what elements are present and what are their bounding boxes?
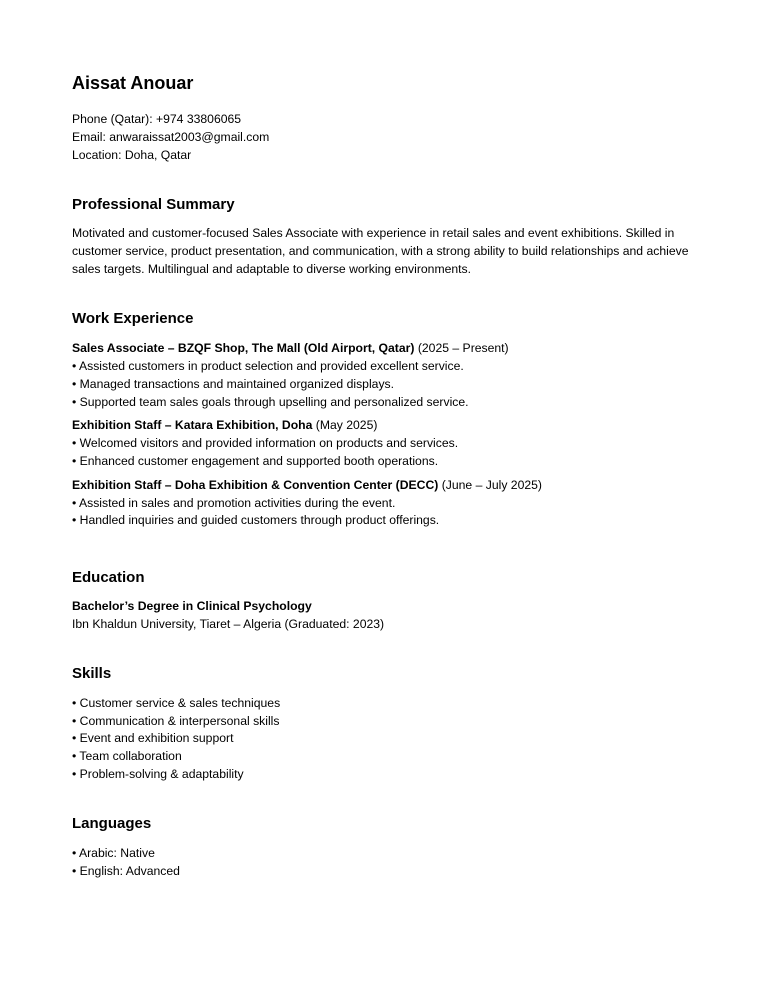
job-bullet: • Managed transactions and maintained organized displays. [72, 376, 395, 391]
contact-email: Email: anwaraissat2003@gmail.com [72, 129, 270, 144]
job-bullet: • Assisted in sales and promotion activities during the event. [72, 495, 396, 510]
summary-section [72, 195, 702, 278]
resume-page [72, 71, 702, 880]
job-title: Exhibition Staff – Doha Exhibition & Convention Center (DECC) [72, 477, 439, 492]
contact-phone: Phone (Qatar): +974 33806065 [72, 112, 242, 126]
list-item: • Customer service & sales techniques [72, 695, 281, 710]
job-entry [72, 340, 702, 411]
list-item: • Team collaboration [72, 749, 182, 764]
summary-title: Professional Summary [72, 196, 235, 214]
job-bullet: • Handled inquiries and guided customers through product offerings. [72, 513, 440, 528]
job-bullet: • Enhanced customer engagement and supported booth operations. [72, 453, 439, 468]
job-heading-line [72, 417, 702, 435]
job-period: (June – July 2025) [438, 477, 542, 492]
list-item: • Event and exhibition support [72, 731, 234, 746]
job-bullet: • Welcomed visitors and provided information on products and services. [72, 436, 459, 451]
contact-location: Location: Doha, Qatar [72, 147, 192, 162]
education-entry [72, 598, 702, 634]
job-heading-line [72, 340, 702, 358]
job-title: Sales Associate – BZQF Shop, The Mall (Old Airport, Qatar) [72, 341, 415, 356]
job-heading-line [72, 477, 702, 495]
summary-text: Motivated and customer-focused Sales Associate with experience in retail sales and event exhibitions. Skilled in customer service, product presentation, and communication, with a strong ability to build relationships and achieve sales targets. Multilingual and adaptable to diverse working environments. [72, 226, 689, 276]
skills-title: Skills [72, 664, 112, 682]
list-item: • Communication & interpersonal skills [72, 713, 280, 728]
education-degree: Bachelor’s Degree in Clinical Psychology [72, 599, 312, 614]
experience-title: Work Experience [72, 310, 194, 328]
job-bullet: • Supported team sales goals through upselling and personalized service. [72, 394, 469, 409]
education-section [72, 568, 702, 634]
list-item: • Arabic: Native [72, 845, 155, 860]
job-period: (May 2025) [312, 418, 378, 433]
languages-list [72, 845, 702, 881]
job-entry [72, 417, 702, 470]
list-item: • English: Advanced [72, 863, 180, 878]
languages-title: Languages [72, 814, 152, 832]
candidate-name: Aissat Anouar [72, 73, 194, 93]
job-entry [72, 477, 702, 530]
job-period: (2025 – Present) [414, 341, 509, 356]
contact-block [72, 111, 702, 164]
skills-section [72, 664, 702, 784]
list-item: • Problem-solving & adaptability [72, 766, 244, 781]
education-title: Education [72, 569, 145, 587]
languages-section [72, 814, 702, 881]
job-bullet: • Assisted customers in product selection and provided excellent service. [72, 358, 464, 373]
experience-section [72, 309, 702, 530]
skills-list [72, 695, 702, 784]
education-school: Ibn Khaldun University, Tiaret – Algeria (Graduated: 2023) [72, 616, 385, 631]
job-title: Exhibition Staff – Katara Exhibition, Doha [72, 418, 313, 433]
